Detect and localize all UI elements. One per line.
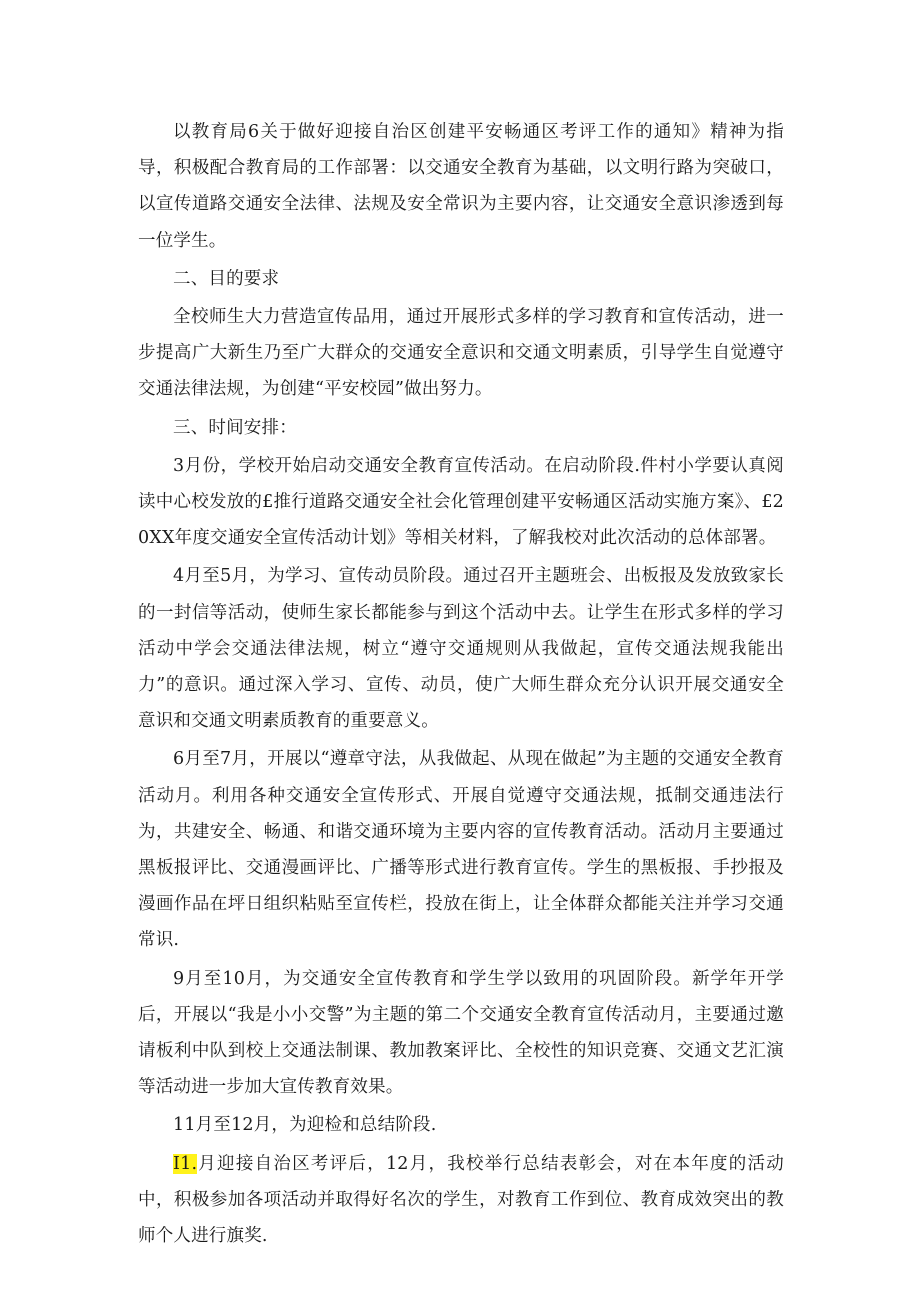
paragraph-guidance: 以教育局6关于做好迎接自治区创建平安畅通区考评工作的通知》精神为指导，积极配合教育局的工作部署：以交通安全教育为基础，以文明行路为突破口，以宣传道路交通安全法律、法规及安全常识为主要内容，让交通安全意识渗透到每一位学生。 bbox=[138, 122, 784, 251]
heading-objectives: 二、目的要求 bbox=[173, 268, 280, 289]
paragraph-final-text: 月迎接自治区考评后，12月，我校举行总结表彰会，对在本年度的活动中，积极参加各项活动并取得好名次的学生，对教育工作到位、教育成效突出的教师个人进行旗奖. bbox=[138, 1153, 784, 1247]
heading-schedule: 三、时间安排： bbox=[173, 417, 297, 438]
paragraph-objectives: 全校师生大力营造宣传品用，通过开展形式多样的学习教育和宣传活动，进一步提高广大新生乃至广大群众的交通安全意识和交通文明素质，引导学生自觉遵守交通法律法规，为创建“平安校园”做出努力。 bbox=[138, 307, 784, 400]
paragraph-march: 3月份，学校开始启动交通安全教育宣传活动。在启动阶段.件村小学要认真阅读中心校发放的£推行道路交通安全社会化管理创建平安畅通区活动实施方案》、£20XX年度交通安全宣传活动计划》等相关材料，了解我校对此次活动的总体部署。 bbox=[138, 455, 784, 549]
document-body bbox=[138, 114, 784, 1254]
highlighted-marker: I1. bbox=[173, 1153, 198, 1174]
paragraph-june-july: 6月至7月，开展以“遵章守法，从我做起、从现在做起”为主题的交通安全教育活动月。利用各种交通安全宣传形式、开展自觉遵守交通法规，抵制交通违法行为，共建安全、畅通、和谐交通环境为主要内容的宣传教育活动。活动月主要通过黑板报评比、交通漫画评比、广播等形式进行教育宣传。学生的黑板报、手抄报及漫画作品在坪日组织粘贴至宣传栏，投放在街上，让全体群众都能关注并学习交通常识. bbox=[138, 749, 784, 951]
paragraph-sept-oct: 9月至10月，为交通安全宣传教育和学生学以致用的巩固阶段。新学年开学后，开展以“我是小小交警”为主题的第二个交通安全教育宣传活动月，主要通过邀请板利中队到校上交通法制课、教加教案评比、全校性的知识竞赛、交通文艺汇演等活动进一步加大宣传教育效果。 bbox=[138, 968, 784, 1098]
paragraph-final bbox=[138, 1146, 784, 1255]
paragraph-nov-dec: 11月至12月，为迎检和总结阶段. bbox=[173, 1115, 437, 1136]
paragraph-april-may: 4月至5月，为学习、宣传动员阶段。通过召开主题班会、出板报及发放致家长的一封信等活动，使师生家长都能参与到这个活动中去。让学生在形式多样的学习活动中学会交通法律法规，树立“遵守交通规则从我做起，宣传交通法规我能出力”的意识。通过深入学习、宣传、动员，使广大师生群众充分认识开展交通安全意识和交通文明素质教育的重要意义。 bbox=[138, 566, 784, 732]
